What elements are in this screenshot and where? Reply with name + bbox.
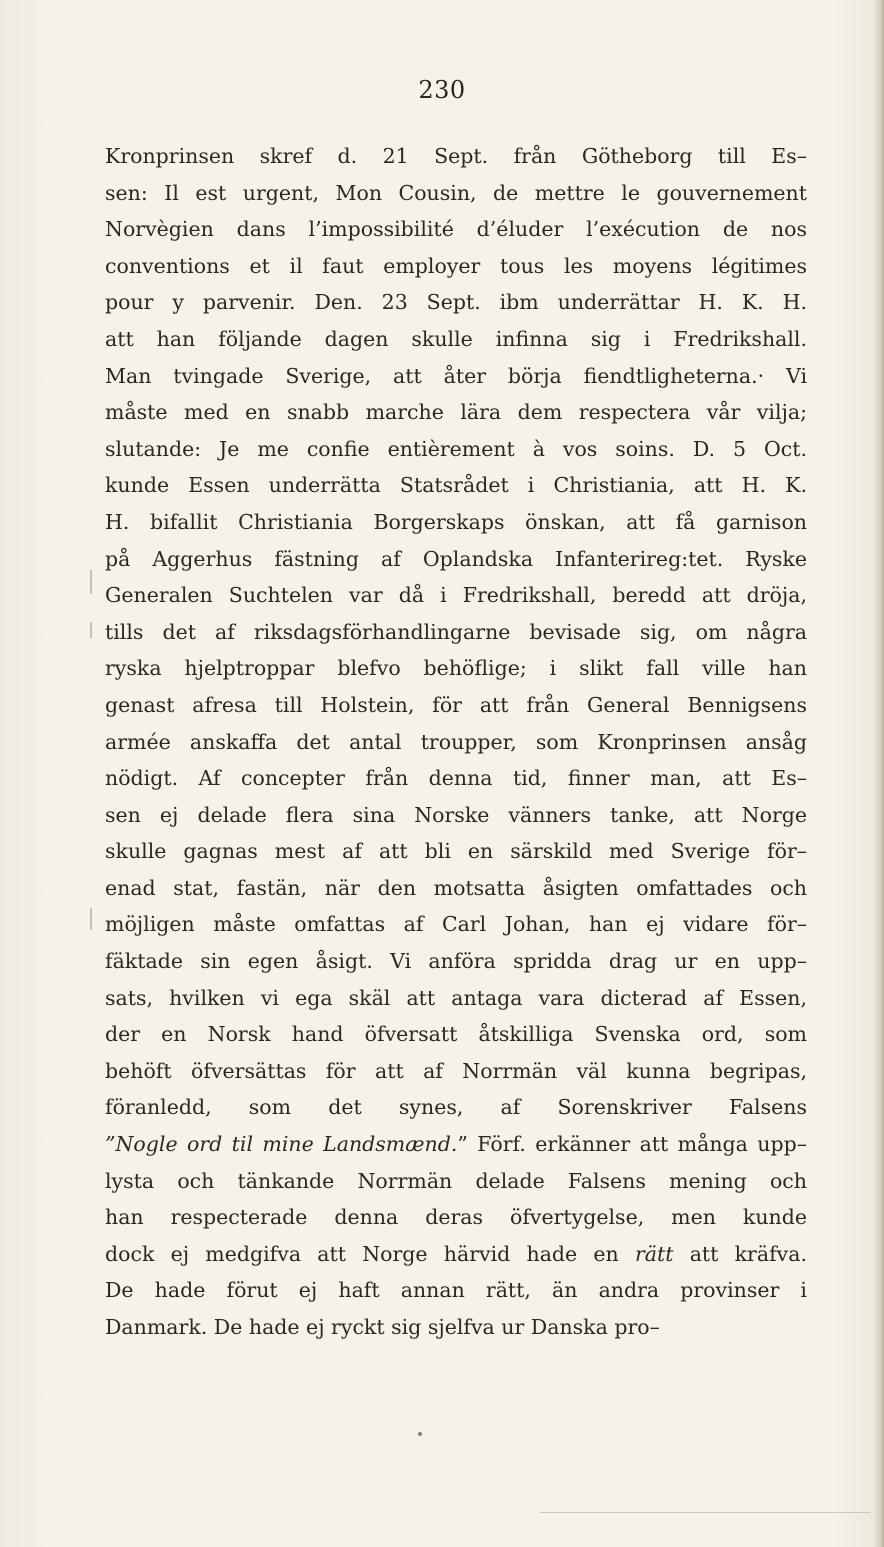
text-line: måste med en snabb marche lära dem respectera vår vilja; bbox=[105, 400, 807, 425]
footer-rule bbox=[540, 1512, 870, 1513]
text-line: tills det af riksdagsförhandlingarne bevisade sig, om några bbox=[105, 619, 807, 644]
text-line: conventions et il faut employer tous les moyens légitimes bbox=[105, 253, 807, 278]
text-line: Generalen Suchtelen var då i Fredrikshall, beredd att dröja, bbox=[105, 583, 807, 608]
text-line: han respecterade denna deras öfvertygelse, men kunde bbox=[105, 1205, 807, 1230]
text-line: Norvègien dans l’impossibilité d’éluder l’exécution de nos bbox=[105, 217, 807, 242]
quote-close: ” bbox=[457, 1132, 468, 1157]
text-line: på Aggerhus fästning af Oplandska Infanterireg:tet. Ryske bbox=[105, 546, 807, 571]
text-line: Kronprinsen skref d. 21 Sept. från Götheborg till Es– bbox=[105, 144, 807, 168]
text-line-title bbox=[105, 1126, 807, 1163]
ratt-after: att kräfva. bbox=[689, 1241, 807, 1266]
ink-speck bbox=[418, 1432, 422, 1436]
text-line: genast afresa till Holstein, för att från General Bennigsens bbox=[105, 692, 807, 717]
text-line: De hade förut ej haft annan rätt, än andra provinser i bbox=[105, 1278, 807, 1303]
text-line: sen ej delade flera sina Norske vänners tanke, att Norge bbox=[105, 802, 807, 827]
text-line: enad stat, fastän, när den motsatta åsigten omfattades och bbox=[105, 875, 807, 900]
margin-mark bbox=[90, 570, 92, 594]
quote-open: ” bbox=[105, 1132, 116, 1157]
text-line: sen: Il est urgent, Mon Cousin, de mettre le gouvernement bbox=[105, 180, 807, 205]
text-line: föranledd, som det synes, af Sorenskriver Falsens bbox=[105, 1095, 807, 1120]
page-edge bbox=[874, 0, 884, 1547]
text-line: H. bifallit Christiania Borgerskaps önskan, att få garnison bbox=[105, 509, 807, 534]
text-line: armée anskaffa det antal troupper, som Kronprinsen ansåg bbox=[105, 729, 807, 754]
text-line: slutande: Je me confie entièrement à vos soins. D. 5 Oct. bbox=[105, 436, 807, 461]
text-line: att han följande dagen skulle infinna sig i Fredrikshall. bbox=[105, 326, 807, 351]
text-line: behöft öfversättas för att af Norrmän väl kunna begripas, bbox=[105, 1058, 807, 1083]
text-line: fäktade sin egen åsigt. Vi anföra spridda drag ur en upp– bbox=[105, 949, 807, 974]
body-text bbox=[105, 138, 807, 1346]
text-line: lysta och tänkande Norrmän delade Falsens mening och bbox=[105, 1168, 807, 1193]
text-line: der en Norsk hand öfversatt åtskilliga Svenska ord, som bbox=[105, 1022, 807, 1047]
after-title-text: Förf. erkänner att många upp– bbox=[477, 1132, 807, 1157]
ratt-before: dock ej medgifva att Norge härvid hade en bbox=[105, 1241, 619, 1266]
text-line-ratt bbox=[105, 1236, 807, 1273]
text-line: nödigt. Af concepter från denna tid, finner man, att Es– bbox=[105, 766, 807, 791]
pamphlet-title-part2: ord til mine Landsmænd. bbox=[186, 1132, 458, 1157]
text-line: Danmark. De hade ej ryckt sig sjelfva ur Danska pro– bbox=[105, 1315, 660, 1339]
text-line: Man tvingade Sverige, att åter börja fiendtligheterna.· Vi bbox=[105, 363, 807, 388]
text-line: möjligen måste omfattas af Carl Johan, han ej vidare för– bbox=[105, 912, 807, 937]
text-line: pour y parvenir. Den. 23 Sept. ibm underrättar H. K. H. bbox=[105, 290, 807, 315]
text-line: sats, hvilken vi ega skäl att antaga vara dicterad af Essen, bbox=[105, 985, 807, 1010]
margin-mark bbox=[90, 622, 92, 638]
ratt-word: rätt bbox=[634, 1241, 674, 1266]
text-line: ryska hjelptroppar blefvo behöflige; i slikt fall ville han bbox=[105, 656, 807, 681]
pamphlet-title-part1: Nogle bbox=[115, 1132, 178, 1157]
text-line: skulle gagnas mest af att bli en särskild med Sverige för– bbox=[105, 839, 807, 864]
margin-mark bbox=[90, 908, 92, 930]
page-number: 230 bbox=[418, 76, 466, 104]
text-line: kunde Essen underrätta Statsrådet i Christiania, att H. K. bbox=[105, 473, 807, 498]
